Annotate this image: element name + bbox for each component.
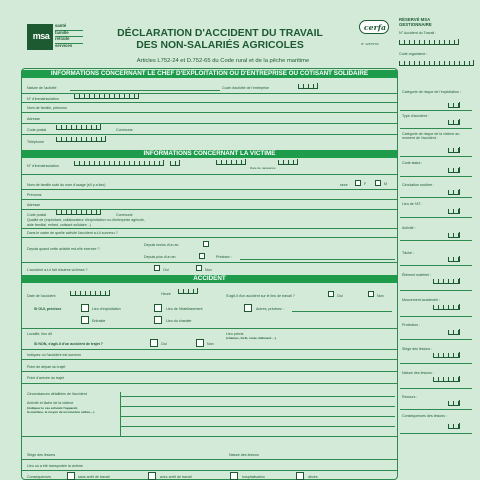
- label-deces: décès: [308, 475, 318, 479]
- reserved-protection: Protection :: [402, 323, 421, 327]
- label-lieu-travail: S'agit-il d'un accident sur le lieu de travail ?: [226, 294, 295, 298]
- reserved-circulation: Circulation routière :: [402, 183, 435, 187]
- reserved-lieu-at: Lieu de l'AT :: [402, 202, 423, 206]
- immatriculation-field[interactable]: [74, 94, 139, 99]
- circulation-field[interactable]: [448, 190, 460, 195]
- autres-lieu-checkbox[interactable]: [244, 304, 252, 312]
- autres-victimes-non-checkbox[interactable]: [196, 265, 202, 271]
- label-code-activite: Code d'activité de l'entreprise: [222, 86, 269, 90]
- label-autres-victimes: L'accident a-t-il fait d'autres victimes ?: [27, 268, 88, 272]
- label-entraide: Entraide: [92, 319, 106, 323]
- label-date-naissance: Date de naissance: [250, 166, 276, 170]
- code-org-field[interactable]: [399, 61, 474, 66]
- label-autres-victimes-non: Non: [205, 268, 212, 272]
- tache-field[interactable]: [448, 257, 460, 262]
- cerfa-number: N° 12676*04: [361, 42, 379, 46]
- label-victime-nom: Nom de famille suivi du nom d'usage (s'il y a lieu): [27, 183, 106, 187]
- reserved-accident-no: N° Accident du Travail :: [399, 31, 437, 35]
- date-naissance-year-field[interactable]: [278, 160, 298, 165]
- label-lieu-travail-oui: Oui: [337, 294, 343, 298]
- label-depuis-quand: Depuis quand cette activité est-elle exercée ?: [27, 247, 100, 251]
- label-autres-lieu: Autres, précisez :: [256, 307, 284, 311]
- victime-code-postal-field[interactable]: [56, 210, 101, 215]
- reserved-tache: Tâche :: [402, 251, 414, 255]
- label-precisez: Précisez :: [216, 255, 232, 259]
- lieu-at-field[interactable]: [448, 209, 460, 214]
- section1-header: INFORMATIONS CONCERNANT LE CHEF D'EXPLOITATION OU D'ENTREPRISE OU COTISANT SOLIDAIRE: [22, 70, 397, 78]
- label-avec-arret: avec arrêt de travail: [160, 475, 192, 479]
- heure-field[interactable]: [178, 289, 198, 294]
- sexe-f-checkbox[interactable]: [355, 180, 361, 186]
- label-adresse: Adresse: [27, 117, 41, 121]
- trajet-non-checkbox[interactable]: [196, 339, 204, 347]
- label-arrivee: Point d'arrivée du trajet: [27, 376, 64, 380]
- title-line1: DÉCLARATION D'ACCIDENT DU TRAVAIL: [117, 28, 323, 39]
- trajet-oui-checkbox[interactable]: [150, 339, 158, 347]
- cerfa-logo-text: cerfa: [363, 23, 387, 32]
- label-si-oui: SI OUI, précisez: [34, 307, 62, 311]
- label-consequences: Conséquences: [27, 475, 51, 479]
- label-lieu-exploitation: Lieu d'exploitation: [92, 307, 121, 311]
- hospitalisation-checkbox[interactable]: [230, 472, 238, 480]
- reserved-mouvement: Mouvement accidentel :: [402, 298, 440, 302]
- label-lieu-precis-sub: (champs, forêt, route, bâtiment ...): [226, 336, 276, 340]
- title-line2: DES NON-SALARIÉS AGRICOLES: [136, 39, 304, 51]
- type-accident-field[interactable]: [448, 120, 460, 125]
- label-qualite: Qualité de (exploitant, collaborateur d'exploitation ou d'entreprise agricole,: [27, 218, 145, 222]
- deces-checkbox[interactable]: [296, 472, 304, 480]
- consequences-field[interactable]: [448, 424, 460, 429]
- label-siege: Siège des lésions: [27, 453, 56, 457]
- reserved-categorie-risque: Catégorie de risque de l'exploitation :: [402, 90, 462, 94]
- lieu-exploitation-checkbox[interactable]: [81, 304, 89, 312]
- label-qualite-2: aide familial, enfant, cotisant solidaire...): [27, 223, 91, 227]
- section3-header: ACCIDENT: [22, 275, 397, 283]
- label-plus-un-an: Depuis plus d'un an: [144, 255, 176, 259]
- avec-arret-checkbox[interactable]: [148, 472, 156, 480]
- label-sans-arret: sans arrêt de travail: [78, 475, 110, 479]
- mouvement-field[interactable]: [433, 305, 460, 310]
- reserved-categorie-victime: Catégorie de risque de la victime au moment de l'accident :: [402, 132, 460, 141]
- label-lieu-etablissement: Lieu de l'établissement: [166, 307, 203, 311]
- cerfa-logo: [359, 20, 389, 34]
- label-activite-sub2: la machine, le moyen de locomotion utilisé,...): [27, 410, 95, 414]
- categorie-risque-field[interactable]: [448, 103, 460, 108]
- victime-immatriculation-field[interactable]: [74, 161, 164, 166]
- label-victime-code-postal: Code postal: [27, 213, 47, 217]
- label-si-non-trajet: SI NON, s'agit-il d'un accident de trajet ?: [34, 342, 104, 346]
- accident-number-field[interactable]: [399, 40, 459, 45]
- page-title: [95, 28, 345, 51]
- label-immatriculation: N° d'immatriculation: [27, 97, 59, 101]
- label-trajet-oui: Oui: [161, 342, 167, 346]
- label-nature-activite: Nature de l'activité: [27, 86, 57, 90]
- label-moins-un-an: Depuis moins d'un an: [144, 243, 179, 247]
- reserved-activite: Activité :: [402, 226, 416, 230]
- protection-field[interactable]: [448, 330, 460, 335]
- label-commune: Commune: [116, 128, 133, 132]
- label-trajet-non: Non: [207, 342, 214, 346]
- categorie-victime-field[interactable]: [448, 148, 460, 153]
- recours-field[interactable]: [448, 401, 460, 406]
- label-prenoms: Prénoms: [27, 193, 42, 197]
- label-transportee: Lieu où a été transportée la victime: [27, 464, 83, 468]
- autres-victimes-oui-checkbox[interactable]: [154, 265, 160, 271]
- code-postal-field[interactable]: [56, 125, 101, 130]
- label-lieu-chantier: Lieu du chantier: [166, 319, 192, 323]
- reserved-recours: Recours :: [402, 395, 418, 399]
- legal-reference: Articles L752-24 et D.752-65 du Code rural et de la pêche maritime: [136, 58, 310, 64]
- code-activite-field[interactable]: [298, 84, 318, 89]
- label-activite-victime: Activité et tâche de la victime: [27, 401, 74, 405]
- reserved-siege-lesions: Siège des lésions :: [402, 347, 433, 351]
- siege-lesions-field[interactable]: [433, 353, 460, 358]
- code-statut-field[interactable]: [448, 168, 460, 173]
- section2-header: INFORMATIONS CONCERNANT LA VICTIME: [22, 150, 397, 158]
- reserved-code-org: Code organisme :: [399, 52, 428, 56]
- sans-arret-checkbox[interactable]: [67, 472, 75, 480]
- plus-un-an-checkbox[interactable]: [199, 253, 205, 259]
- reserved-title: GESTIONNAIRE: [399, 22, 432, 27]
- date-accident-field[interactable]: [70, 291, 110, 296]
- label-victime-immatriculation: N° d'immatriculation: [27, 164, 59, 168]
- label-heure: Heure: [161, 292, 171, 296]
- nature-lesions-field[interactable]: [433, 377, 460, 382]
- label-victime-commune: Commune: [116, 213, 133, 217]
- label-activite-sub1: (indiquez le cas échéant l'appareil,: [27, 406, 78, 410]
- reserved-type-accident: Type d'accident :: [402, 114, 429, 118]
- label-date-accident: Date de l'accident: [27, 294, 56, 298]
- label-nature: Nature des lésions: [229, 453, 259, 457]
- label-indiquez: Indiquez où l'accident est survenu: [27, 353, 82, 357]
- reserved-nature-lesions: Nature des lésions :: [402, 371, 434, 375]
- label-lieu-precis: Lieu précis: [226, 332, 244, 336]
- lieu-travail-non-checkbox[interactable]: [368, 291, 374, 297]
- reserved-consequences: Conséquences des lésions :: [402, 414, 447, 418]
- victime-cle-field[interactable]: [170, 161, 180, 166]
- moins-un-an-checkbox[interactable]: [203, 241, 209, 247]
- logo-line: famille: [55, 29, 69, 35]
- label-localite: Localité, lieu dit: [27, 332, 52, 336]
- date-naissance-field[interactable]: [216, 160, 246, 165]
- element-materiel-field[interactable]: [433, 279, 460, 284]
- label-nom: Nom de famille, prénoms: [27, 106, 67, 110]
- label-telephone: Téléphone: [27, 140, 44, 144]
- logo-line: services: [55, 42, 73, 48]
- reserved-element-materiel: Élément matériel :: [402, 273, 431, 277]
- label-circonstances: Circonstances détaillées de l'accident: [27, 392, 87, 396]
- label-sexe-f: F: [364, 182, 367, 186]
- msa-logo-letters: msa: [32, 31, 50, 41]
- lieu-travail-oui-checkbox[interactable]: [328, 291, 334, 297]
- label-lieu-travail-non: Non: [377, 294, 384, 298]
- label-code-postal: Code postal: [27, 128, 47, 132]
- reserved-code-statut: Code statut :: [402, 161, 423, 165]
- label-hospitalisation: hospitalisation: [242, 475, 265, 479]
- label-victime-adresse: Adresse: [27, 203, 41, 207]
- telephone-field[interactable]: [56, 137, 106, 142]
- reserved-title: RÉSERVÉ MSA: [399, 17, 431, 22]
- activite-field[interactable]: [448, 233, 460, 238]
- lieu-chantier-checkbox[interactable]: [154, 316, 162, 324]
- entraide-checkbox[interactable]: [81, 316, 89, 324]
- sexe-m-checkbox[interactable]: [375, 180, 381, 186]
- label-sexe-m: M: [384, 182, 387, 186]
- logo-line: santé: [55, 23, 67, 28]
- label-sexe: sexe: [340, 183, 348, 187]
- logo-line: retraite: [55, 36, 70, 41]
- label-depart: Point de départ du trajet: [27, 365, 66, 369]
- label-cadre-activite: Dans le cadre de quelle activité l'accident a-t-il survenu ?: [27, 231, 118, 235]
- lieu-etablissement-checkbox[interactable]: [154, 304, 162, 312]
- msa-logo: [27, 24, 53, 50]
- label-autres-victimes-oui: Oui: [163, 268, 169, 272]
